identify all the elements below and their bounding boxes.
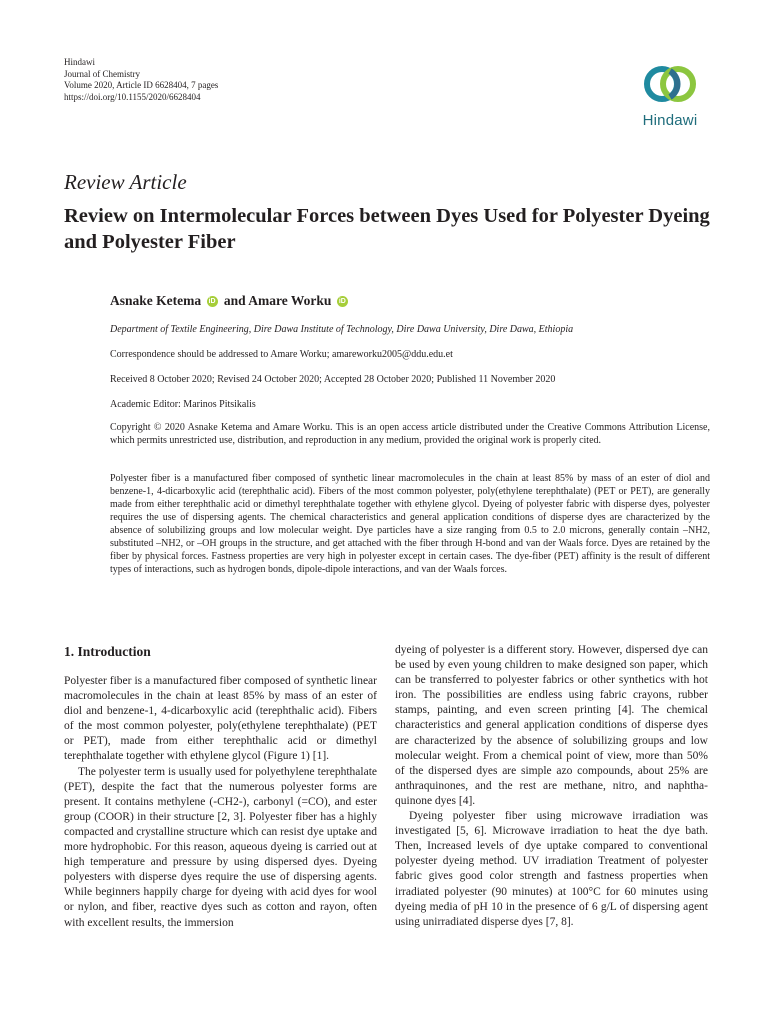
author-name[interactable]: Asnake Ketema xyxy=(110,293,202,308)
body-paragraph: Dyeing polyester fiber using microwave irradiation was investigated [5, 6]. Microwave irradiation to heat the dye bath. Then, Increased levels of dye uptake compared to conventional polyester dyeing method. UV irradiation Treatment of polyester fabric gives good color strength and fastness properties when irradiated polyester (90 minutes) at 100°C for 60 minutes using dyeing media of pH 10 in the presence of 6 g/L of dispersing agent using unirradiated disperse dyes [7, 8]. xyxy=(395,810,708,928)
publisher-name: Hindawi xyxy=(64,57,95,67)
article-type: Review Article xyxy=(64,170,187,194)
right-column xyxy=(395,643,708,930)
hindawi-logo-icon xyxy=(642,58,698,110)
author-list xyxy=(110,293,351,309)
article-title: Review on Intermolecular Forces between Dyes Used for Polyester Dyeing and Polyester Fiber xyxy=(64,205,710,253)
publication-dates: Received 8 October 2020; Revised 24 October 2020; Accepted 28 October 2020; Published 11 November 2020 xyxy=(110,374,556,385)
orcid-icon[interactable]: iD xyxy=(208,298,216,306)
doi-link[interactable]: https://doi.org/10.1155/2020/6628404 xyxy=(64,91,201,102)
logo-wordmark: Hindawi xyxy=(642,112,698,129)
hindawi-logo xyxy=(632,58,708,136)
body-paragraph: dyeing of polyester is a different story. However, dispersed dye can be used by even young children to make designed son paper, which can be transferred to polyester fabrics or other synthetics with hot iron. The possibilities are endless using fabric crayons, rubber stamps, painting, and even screen printing [4]. The chemical characteristics and general application conditions of disperse dyes are characterized by the absence of solubilizing groups and low molecular weight. From a chemical point of view, more than 50% of the dispersed dyes are simple azo compounds, about 25% are anthraquinones, and the rest are methane, nitro, and naphtha-quinone dyes [4]. xyxy=(395,644,708,807)
journal-name: Journal of Chemistry xyxy=(64,68,140,79)
journal-info xyxy=(64,57,218,103)
author-name[interactable]: Amare Worku xyxy=(248,293,332,308)
abstract: Polyester fiber is a manufactured fiber composed of synthetic linear macromolecules in the chain at least 85% by mass of an ester of diol and benzene-1, 4-dicarboxylic acid (terephthalic acid). Fibers of the most common polyester, poly(ethylene terephthalate) (PET or PET), are generally made from either terephthalic acid or dimethyl terephthalate together with ethylene glycol. Dyeing of polyester fabric with disperse dyes, polyester requires the use of dispersing agents. The chemical characteristics and general application conditions of disperse dyes are characterized by the absence of solubilizing groups and low molecular weight. Dye particles have a size ranging from 0.5 to 2.0 microns, generally contain –NH2, substituted –NH2, or –OH groups in the structure, and get attached with the fiber through H-bond and van der Waals force. Dyes are retained by the fiber by physical forces. Fastness properties are very high in polyester except in certain cases. The dye-fiber (PET) affinity is the result of different types of interactions, such as hydrogen bonds, dipole-dipole interactions, and van der Waals forces. xyxy=(110,473,710,575)
orcid-icon[interactable]: iD xyxy=(338,298,346,306)
section-heading: 1. Introduction xyxy=(64,644,151,659)
correspondence: Correspondence should be addressed to Amare Worku; amareworku2005@ddu.edu.et xyxy=(110,349,453,360)
affiliation: Department of Textile Engineering, Dire Dawa Institute of Technology, Dire Dawa University, Dire Dawa, Ethiopia xyxy=(110,324,574,335)
author-separator: and xyxy=(223,293,246,308)
body-paragraph: Polyester fiber is a manufactured fiber composed of synthetic linear macromolecules in the chain at least 85% by mass of an ester of diol and benzene-1, 4-dicarboxylic acid (terephthalic acid). Fibers of the most common polyester, poly(ethylene terephthalate) (PET or PET), made from either terephthalic acid or dimethyl terephthalate together with ethylene glycol (Figure 1) [1]. xyxy=(64,675,377,763)
volume-info: Volume 2020, Article ID 6628404, 7 pages xyxy=(64,80,219,90)
body-paragraph: The polyester term is usually used for polyethylene terephthalate (PET), despite the fact that the numerous polyester forms are present. It contains methylene (-CH2-), carbonyl (=CO), and ester group (COOR) in their structure [2, 3]. Polyester fiber has a highly compacted and crystalline structure which can resist dye uptake and more hydrophobic. For this reason, aqueous dyeing is carried out at high temperature and pressure by using dispersed dyes. Dyeing polyesters with disperse dyes require the use of dispersing agents. While beginners happily charge for dyeing with acid dyes for wool or nylon, and fiber, reactive dyes such as cotton and rayon, often with excellent results, the immersion xyxy=(64,765,377,929)
academic-editor: Academic Editor: Marinos Pitsikalis xyxy=(110,399,256,410)
copyright-notice: Copyright © 2020 Asnake Ketema and Amare Worku. This is an open access article distributed under the Creative Commons Attribution License, which permits unrestricted use, distribution, and reproduction in any medium, provided the original work is properly cited. xyxy=(110,422,710,446)
left-column xyxy=(64,643,377,931)
